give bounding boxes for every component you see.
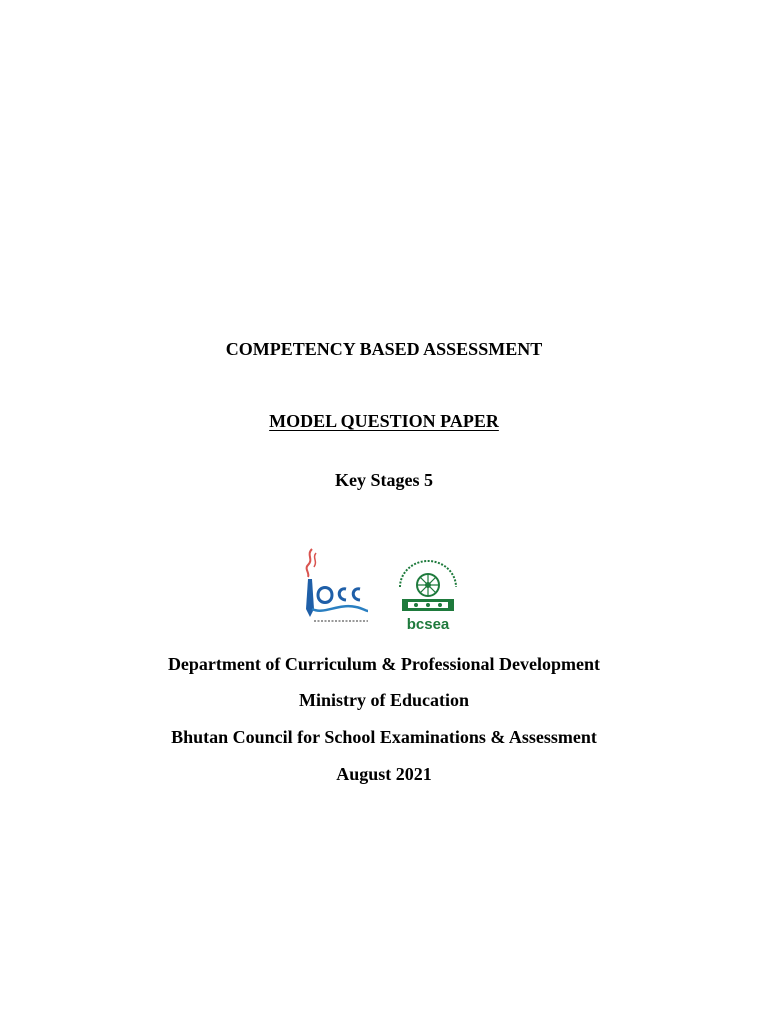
document-heading: COMPETENCY BASED ASSESSMENT	[225, 339, 543, 359]
logo-row	[0, 543, 768, 633]
key-stage-label: Key Stages 5	[335, 470, 433, 490]
council-name: Bhutan Council for School Examinations & Assessment	[171, 727, 597, 747]
ministry-name: Ministry of Education	[298, 690, 469, 710]
cpd-logo-icon	[288, 545, 372, 629]
bcsea-logo-icon	[394, 557, 462, 633]
document-subheading: MODEL QUESTION PAPER	[269, 411, 499, 431]
department-name: Department of Curriculum & Professional Development	[167, 654, 601, 674]
publication-date: August 2021	[336, 764, 432, 784]
bcsea-logo-text: bcsea	[406, 616, 450, 633]
